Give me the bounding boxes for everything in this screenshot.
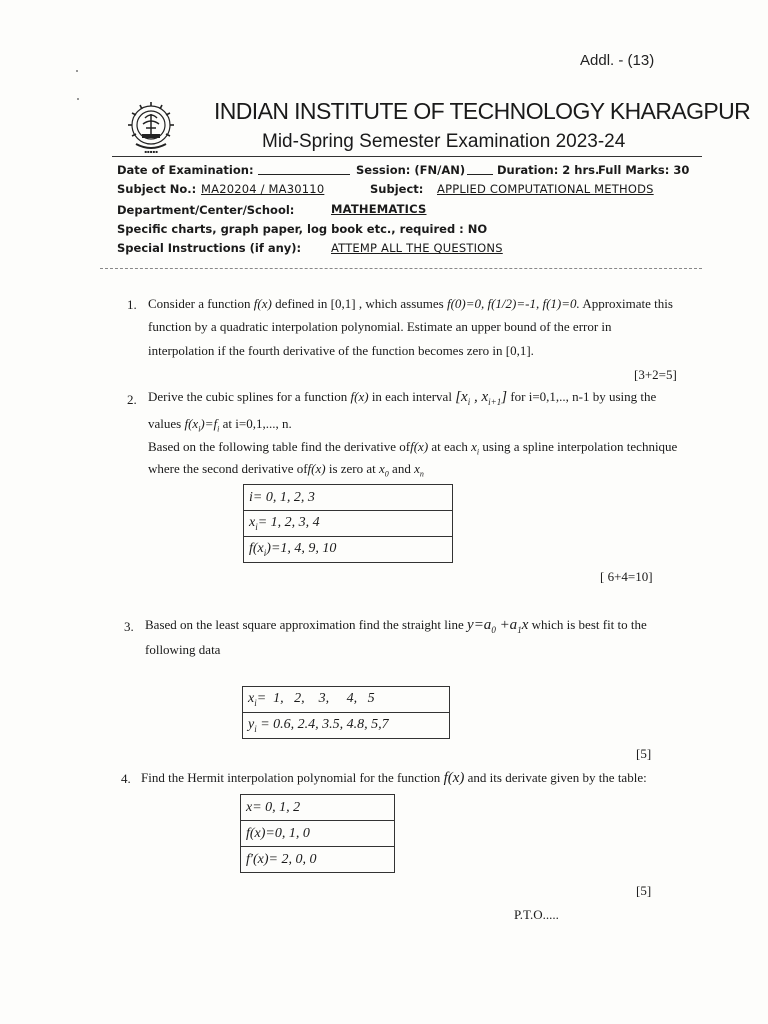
session-label: Session: (FN/AN)	[356, 163, 466, 177]
table-cell: $y_i = 0.6$, 2.4, 3.5, 4.8, 5,7	[243, 713, 450, 739]
instructions-label: Special Instructions (if any):	[117, 241, 302, 255]
exam-title: Mid-Spring Semester Examination 2023-24	[262, 131, 626, 152]
session-blank	[467, 164, 493, 175]
question-4-number: 4.	[121, 771, 131, 786]
table-cell: $x_i= 1$, 2, 3, 4, 5	[243, 687, 450, 713]
table-row	[243, 713, 450, 739]
corner-label: Addl. - (13)	[580, 52, 655, 69]
question-1-number: 1.	[127, 297, 137, 312]
question-4-line-1: Find the Hermit interpolation polynomial for the function f(x) and its derivate given by the table:	[141, 770, 647, 786]
question-4-marks: [5]	[636, 883, 652, 898]
svg-text:▪▪▪▪▪: ▪▪▪▪▪	[144, 149, 158, 154]
question-3-line-2: following data	[145, 642, 221, 657]
institute-logo-icon	[122, 98, 180, 156]
instructions-value: ATTEMP ALL THE QUESTIONS	[331, 241, 503, 255]
scan-speck	[76, 70, 78, 72]
question-2-number: 2.	[127, 392, 137, 407]
subject-no-label: Subject No.:	[117, 182, 197, 196]
question-2-line-4: where the second derivative off(x) is zero at $x_0$ and $x_n$	[148, 461, 424, 479]
table-cell: f(x)=0, 1, 0	[241, 821, 395, 847]
question-3-table	[242, 686, 450, 739]
date-blank	[258, 164, 350, 175]
question-3-line-1: Based on the least square approximation find the straight line $y=a_0 +a_1x$ which is best fit to the	[145, 617, 647, 635]
table-row	[241, 795, 395, 821]
date-label: Date of Examination:	[117, 163, 254, 177]
department-label: Department/Center/School:	[117, 203, 295, 217]
question-4-table	[240, 794, 395, 873]
section-divider	[100, 268, 702, 269]
question-2-line-2: values $f(x_i)=f_i$ at i=0,1,..., n.	[148, 416, 292, 434]
subject-no-value: MA20204 / MA30110	[201, 182, 325, 196]
question-2-line-3: Based on the following table find the derivative off(x) at each $x_i$ using a spline interpolation technique	[148, 439, 678, 457]
institute-name: INDIAN INSTITUTE OF TECHNOLOGY KHARAGPUR	[214, 98, 751, 124]
question-2-marks: [ 6+4=10]	[600, 569, 653, 584]
table-row	[244, 537, 453, 563]
table-cell: x= 0, 1, 2	[241, 795, 395, 821]
subject-label: Subject:	[370, 182, 424, 196]
charts-required-label: Specific charts, graph paper, log book etc., required : NO	[117, 222, 488, 236]
table-cell: i= 0, 1, 2, 3	[244, 485, 453, 511]
table-row	[244, 485, 453, 511]
table-row	[241, 821, 395, 847]
page-turn-note: P.T.O.....	[514, 907, 559, 922]
question-1-line-3: interpolation if the fourth derivative of the function becomes zero in [0,1].	[148, 343, 534, 358]
full-marks-label: Full Marks: 30	[598, 163, 690, 177]
subject-value: APPLIED COMPUTATIONAL METHODS	[437, 182, 654, 196]
table-cell: $x_i= 1$, 2, 3, 4	[244, 511, 453, 537]
question-2-line-1: Derive the cubic splines for a function f(x) in each interval [$x_i$ , $x_{i+1}$] for i=0,1,.., n-1 by using the	[148, 389, 657, 407]
table-row	[243, 687, 450, 713]
question-1-line-1: Consider a function f(x) defined in [0,1] , which assumes f(0)=0, f(1/2)=-1, f(1)=0. Approximate this	[148, 296, 673, 311]
table-cell: $f(x_i)=1$, 4, 9, 10	[244, 537, 453, 563]
table-row	[244, 511, 453, 537]
question-3-number: 3.	[124, 619, 134, 634]
question-1-line-2: function by a quadratic interpolation polynomial. Estimate an upper bound of the error in	[148, 319, 612, 334]
duration-label: Duration: 2 hrs.	[497, 163, 600, 177]
table-row	[241, 847, 395, 873]
scan-speck	[77, 98, 79, 100]
header-rule	[112, 156, 702, 157]
question-3-marks: [5]	[636, 746, 652, 761]
table-cell: f′(x)= 2, 0, 0	[241, 847, 395, 873]
department-value: MATHEMATICS	[331, 202, 427, 216]
question-1-marks: [3+2=5]	[634, 367, 677, 382]
question-2-table	[243, 484, 453, 563]
